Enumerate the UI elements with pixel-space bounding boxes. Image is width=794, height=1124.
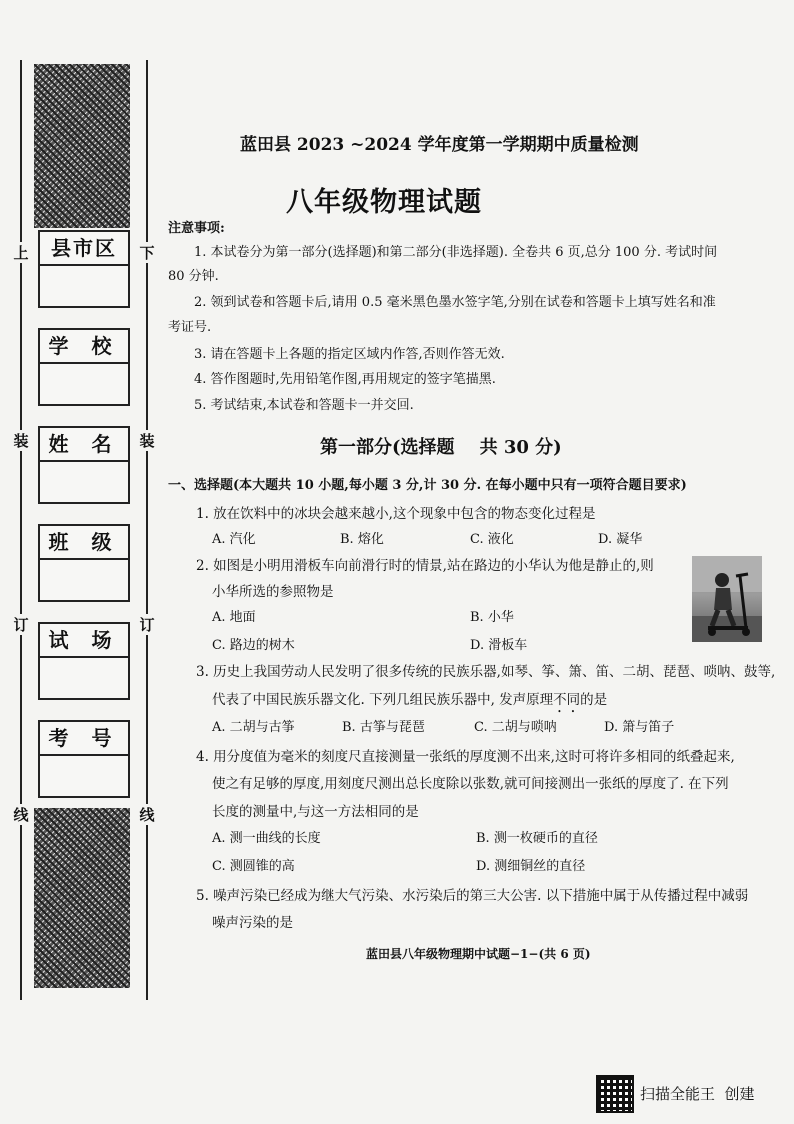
q3-stem-line-2-pre: 代表了中国民族乐器文化. 下列几组民族乐器中, 发声原理 — [212, 692, 554, 708]
binding-line-right — [146, 60, 148, 1000]
q4-stem-line-3: 长度的测量中,与这一方法相同的是 — [212, 804, 419, 820]
part1-title: 第一部分(选择题 共 30 分) — [320, 437, 562, 458]
page-footer: 蓝田县八年级物理期中试题−1−(共 6 页) — [366, 947, 591, 961]
binding-char-left-3: 订 — [11, 614, 31, 635]
note-line-3: 2. 领到试卷和答题卡后,请用 0.5 毫米黑色墨水签字笔,分别在试卷和答题卡上填写姓名和准 — [194, 295, 716, 310]
field-school-label: 学 校 — [40, 330, 128, 364]
q4-option-c: C. 测圆锥的高 — [212, 859, 295, 874]
field-exam-number-label: 考 号 — [40, 722, 128, 756]
binding-char-left-4: 线 — [11, 804, 31, 825]
q2-option-a: A. 地面 — [212, 610, 256, 625]
q4-option-a: A. 测一曲线的长度 — [212, 831, 321, 846]
notes-heading: 注意事项: — [168, 221, 225, 236]
q4-option-d: D. 测细铜丝的直径 — [476, 859, 586, 874]
section-intro: 一、选择题(本大题共 10 小题,每小题 3 分,计 30 分. 在每小题中只有一项符合题目要求) — [168, 478, 687, 493]
q3-stem-line-2 — [212, 688, 607, 716]
q3-option-d: D. 箫与笛子 — [604, 720, 675, 735]
binding-pattern-top — [34, 64, 130, 228]
field-exam-room-label: 试 场 — [40, 624, 128, 658]
q3-option-c: C. 二胡与唢呐 — [474, 720, 557, 735]
binding-pattern-bottom — [34, 808, 130, 988]
field-name-label: 姓 名 — [40, 428, 128, 462]
q1-option-c: C. 液化 — [470, 532, 514, 547]
q1-option-b: B. 熔化 — [340, 532, 384, 547]
field-class-label: 班 级 — [40, 526, 128, 560]
q3-stem-line-1: 3. 历史上我国劳动人民发明了很多传统的民族乐器,如琴、筝、箫、笛、二胡、琵琶、唢呐、鼓等, — [196, 664, 776, 680]
note-line-4: 考证号. — [168, 320, 212, 335]
field-exam-number[interactable] — [38, 720, 130, 798]
binding-char-right-1: 下 — [137, 242, 157, 263]
scanner-watermark-text: 扫描全能王 创建 — [640, 1085, 755, 1103]
scooter-illustration — [692, 556, 762, 642]
field-school[interactable] — [38, 328, 130, 406]
field-exam-room[interactable] — [38, 622, 130, 700]
q2-stem-line-1: 2. 如图是小明用滑板车向前滑行时的情景,站在路边的小华认为他是静止的,则 — [196, 558, 654, 574]
binding-char-right-4: 线 — [137, 804, 157, 825]
q3-emphasis: 不同 — [553, 692, 581, 708]
note-line-6: 4. 答作图题时,先用铅笔作图,再用规定的签字笔描黑. — [194, 372, 496, 387]
q1-stem: 1. 放在饮料中的冰块会越来越小,这个现象中包含的物态变化过程是 — [196, 506, 596, 522]
q4-stem-line-1: 4. 用分度值为毫米的刻度尺直接测量一张纸的厚度测不出来,这时可将许多相同的纸叠起来, — [196, 749, 735, 765]
q2-option-c: C. 路边的树木 — [212, 638, 295, 653]
q3-option-a: A. 二胡与古筝 — [212, 720, 295, 735]
note-line-1: 1. 本试卷分为第一部分(选择题)和第二部分(非选择题). 全卷共 6 页,总分 100 分. 考试时间 — [194, 245, 718, 260]
q2-stem-line-2: 小华所选的参照物是 — [212, 584, 334, 600]
q4-stem-line-2: 使之有足够的厚度,用刻度尺测出总长度除以张数,就可间接测出一张纸的厚度了. 在下列 — [212, 776, 729, 792]
note-line-2: 80 分钟. — [168, 269, 219, 284]
note-line-7: 5. 考试结束,本试卷和答题卡一并交回. — [194, 398, 414, 413]
qr-code-icon — [596, 1075, 634, 1113]
binding-line-left — [20, 60, 22, 1000]
q2-option-d: D. 滑板车 — [470, 638, 528, 653]
q3-stem-line-2-post: 的是 — [580, 692, 608, 708]
q5-stem-line-2: 噪声污染的是 — [212, 915, 293, 931]
q5-stem-line-1: 5. 噪声污染已经成为继大气污染、水污染后的第三大公害. 以下措施中属于从传播过程中减弱 — [196, 888, 749, 904]
binding-char-right-2: 装 — [137, 430, 157, 451]
q1-option-a: A. 汽化 — [212, 532, 256, 547]
note-line-5: 3. 请在答题卡上各题的指定区域内作答,否则作答无效. — [194, 347, 505, 362]
field-county-label: 县市区 — [40, 232, 128, 266]
field-county[interactable] — [38, 230, 130, 308]
exam-subtitle: 八年级物理试题 — [286, 187, 482, 218]
binding-char-right-3: 订 — [137, 614, 157, 635]
q3-option-b: B. 古筝与琵琶 — [342, 720, 425, 735]
binding-char-left-1: 上 — [11, 242, 31, 263]
q2-option-b: B. 小华 — [470, 610, 514, 625]
scooter-photo — [692, 556, 762, 642]
binding-char-left-2: 装 — [11, 430, 31, 451]
q4-option-b: B. 测一枚硬币的直径 — [476, 831, 598, 846]
field-name[interactable] — [38, 426, 130, 504]
q1-option-d: D. 凝华 — [598, 532, 643, 547]
exam-title: 蓝田县 2023 ~2024 学年度第一学期期中质量检测 — [240, 135, 639, 155]
field-class[interactable] — [38, 524, 130, 602]
